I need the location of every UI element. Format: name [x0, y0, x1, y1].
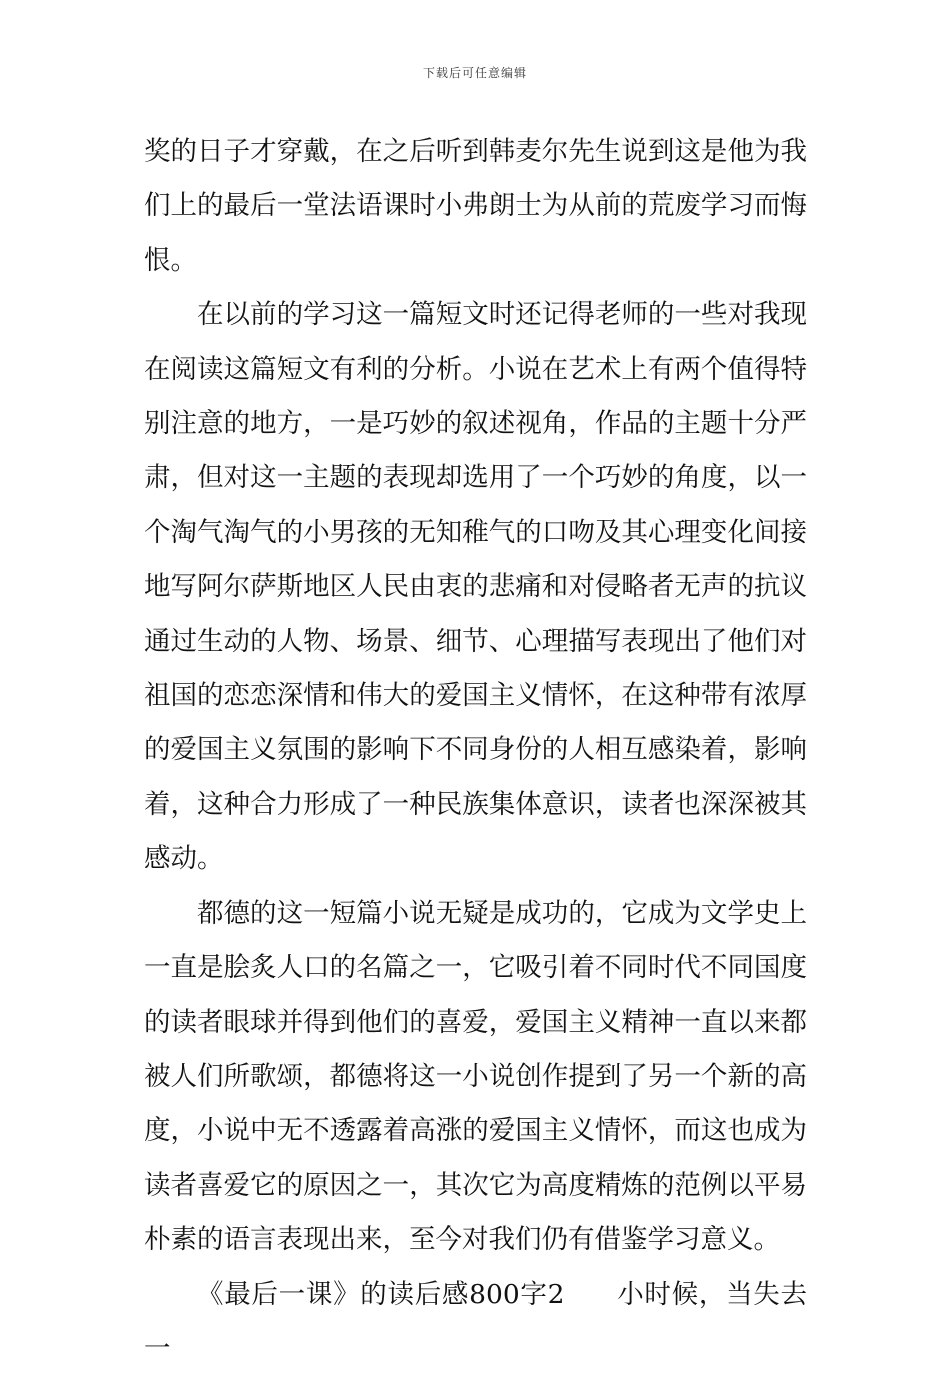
page-header: 下载后可任意编辑: [422, 66, 527, 80]
paragraph-1: 奖的日子才穿戴，在之后听到韩麦尔先生说到这是他为我们上的最后一堂法语课时小弗朗士为从前的荒废学习而悔恨。: [144, 136, 807, 276]
essay-title: 《最后一课》的读后感800字2: [197, 1278, 565, 1310]
paragraph-2: 在以前的学习这一篇短文时还记得老师的一些对我现在阅读这篇短文有利的分析。小说在艺术上有两个值得特别注意的地方，一是巧妙的叙述视角，作品的主题十分严肃，但对这一主题的表现却选用了一个巧妙的角度，以一个淘气淘气的小男孩的无知稚气的口吻及其心理变化间接地写阿尔萨斯地区人民由衷的悲痛和对侵略者无声的抗议通过生动的人物、场景、细节、心理描写表现出了他们对祖国的恋恋深情和伟大的爱国主义情怀，在这种带有浓厚的爱国主义氛围的影响下不同身份的人相互感染着，影响着，这种合力形成了一种民族集体意识，读者也深深被其感动。: [144, 299, 807, 875]
paragraph-3: 都德的这一短篇小说无疑是成功的，它成为文学史上一直是脍炙人口的名篇之一，它吸引着不同时代不同国度的读者眼球并得到他们的喜爱，爱国主义精神一直以来都被人们所歌颂，都德将这一小说创作提到了另一个新的高度，小说中无不透露着高涨的爱国主义情怀，而这也成为读者喜爱它的原因之一，其次它为高度精炼的范例以平易朴素的语言表现出来，至今对我们仍有借鉴学习意义。: [144, 897, 807, 1256]
essay-opening-text: 小时候，当失去一: [144, 1278, 807, 1364]
document-body: [144, 125, 807, 1376]
section-heading-line: [144, 1268, 807, 1376]
